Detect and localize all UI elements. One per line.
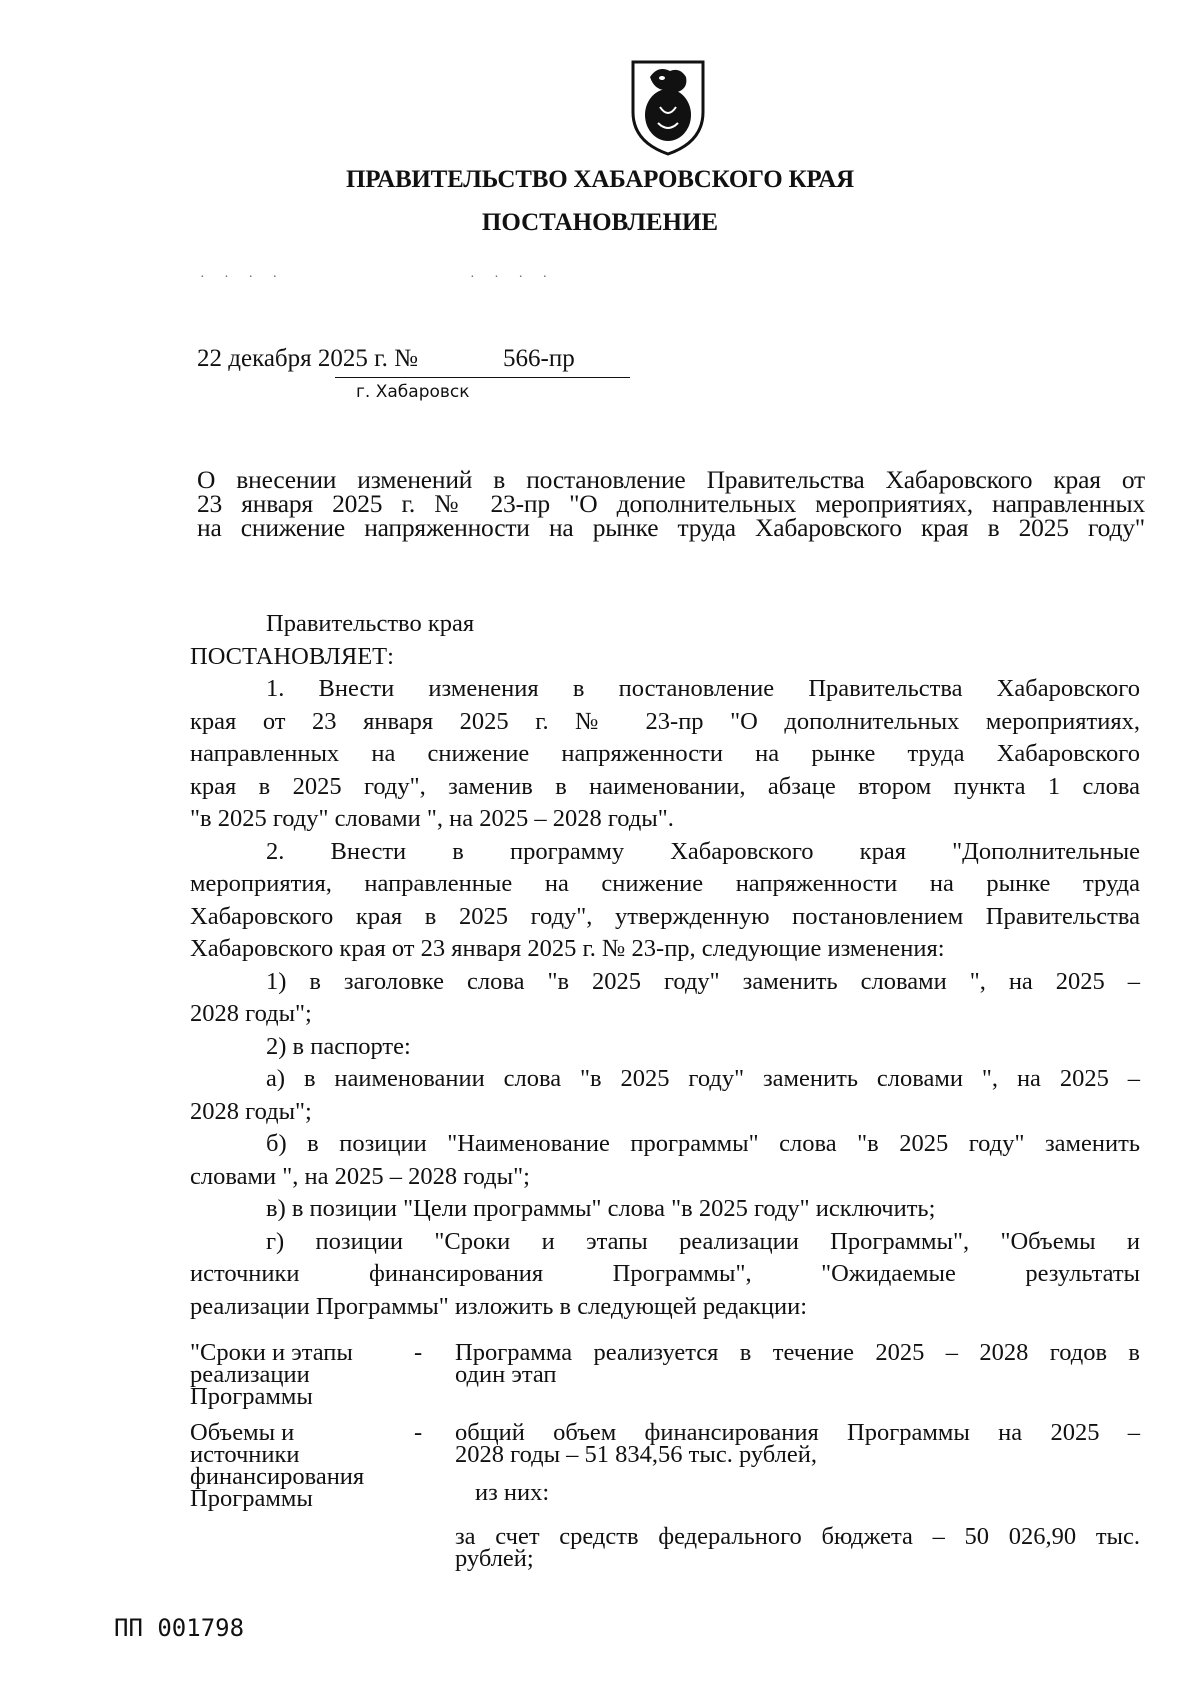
title-line: на снижение напряженности на рынке труда Хабаровского края в 2025 году"	[197, 513, 1145, 542]
label-line: "Сроки и этапы	[190, 1339, 353, 1366]
paragraph-line: г) позиции "Сроки и этапы реализации Программы", "Объемы и	[266, 1227, 1140, 1255]
paragraph-line: края от 23 января 2025 г. № 23-пр "О дополнительных мероприятиях,	[190, 707, 1140, 735]
value-line: Программа реализуется в течение 2025 – 2028 годов в	[455, 1339, 1140, 1366]
paragraph-line: Хабаровского края от 23 января 2025 г. № 23-пр, следующие изменения:	[190, 935, 945, 962]
paragraph-line: "в 2025 году" словами ", на 2025 – 2028 годы".	[190, 805, 674, 832]
row-label	[190, 1339, 400, 1410]
number-underline	[335, 377, 630, 378]
paragraph-line: реализации Программы" изложить в следующей редакции:	[190, 1292, 808, 1320]
paragraph-line: края в 2025 году", заменив в наименовании, абзаце втором пункта 1 слова	[190, 772, 1140, 800]
label-line: Программы	[190, 1485, 313, 1512]
document-body	[190, 608, 1140, 1323]
item-g	[190, 1226, 1140, 1324]
item-1	[190, 966, 1140, 1031]
scan-specks: · · · ·	[470, 270, 556, 285]
label-line: источники	[190, 1441, 300, 1468]
paragraph-line: а) в наименовании слова "в 2025 году" заменить словами ", на 2025 –	[266, 1065, 1140, 1092]
item-b	[190, 1128, 1140, 1193]
title-line: О внесении изменений в постановление Правительства Хабаровского края от	[197, 465, 1145, 494]
value-line: общий объем финансирования Программы на 2025 –	[455, 1419, 1140, 1446]
document-number: 566-пр	[503, 345, 575, 372]
document-city: г. Хабаровск	[356, 382, 470, 402]
item-2: 2) в паспорте:	[266, 1032, 411, 1060]
row-dash: -	[414, 1339, 423, 1366]
khabarovsk-krai-coat-of-arms-icon	[628, 57, 708, 157]
document-date: 22 декабря 2025 г. №	[197, 345, 418, 372]
government-name: ПРАВИТЕЛЬСТВО ХАБАРОВСКОГО КРАЯ	[345, 166, 855, 193]
paragraph-line: 1) в заголовке слова "в 2025 году" заменить словами ", на 2025 –	[266, 967, 1140, 995]
paragraph-2	[190, 836, 1140, 966]
value-line: за счет средств федерального бюджета – 50 026,90 тыс.	[455, 1523, 1140, 1550]
document-title	[197, 465, 1145, 542]
paragraph-line: направленных на снижение напряженности на рынке труда Хабаровского	[190, 740, 1140, 767]
row-dash: -	[414, 1419, 423, 1446]
row-label	[190, 1419, 400, 1512]
row-value	[455, 1419, 1140, 1572]
decree-word: ПОСТАНОВЛЯЕТ:	[190, 642, 394, 670]
paragraph-line: Хабаровского края в 2025 году", утвержденную постановлением Правительства	[190, 902, 1140, 930]
value-line: рублей;	[455, 1545, 534, 1572]
paragraph-1	[190, 673, 1140, 836]
label-line: финансирования	[190, 1463, 365, 1490]
paragraph-line: 2028 годы";	[190, 1000, 312, 1027]
value-line: 2028 годы – 51 834,56 тыс. рублей,	[455, 1441, 817, 1468]
value-line: один этап	[455, 1361, 557, 1388]
paragraph-line: б) в позиции "Наименование программы" слова "в 2025 году" заменить	[266, 1130, 1140, 1157]
value-sub: из них:	[475, 1479, 550, 1506]
label-line: реализации	[190, 1361, 310, 1388]
paragraph-line: 1. Внести изменения в постановление Правительства Хабаровского	[266, 675, 1140, 702]
item-v: в) в позиции "Цели программы" слова "в 2025 году" исключить;	[266, 1195, 936, 1222]
label-line: Объемы и	[190, 1419, 295, 1446]
document-serial-code: ПП 001798	[114, 1614, 245, 1642]
paragraph-line: 2028 годы";	[190, 1097, 312, 1125]
paragraph-line: источники финансирования Программы", "Ожидаемые результаты	[190, 1260, 1140, 1287]
item-a	[190, 1063, 1140, 1128]
paragraph-line: словами ", на 2025 – 2028 годы";	[190, 1162, 530, 1190]
government-line: Правительство края	[266, 610, 475, 637]
document-type: ПОСТАНОВЛЕНИЕ	[481, 209, 719, 236]
row-value	[455, 1339, 1140, 1388]
scan-specks: · · · ·	[200, 270, 286, 285]
title-line: 23 января 2025 г. № 23-пр "О дополнительных мероприятиях, направленных	[197, 489, 1145, 518]
label-line: Программы	[190, 1383, 313, 1410]
paragraph-line: мероприятия, направленные на снижение напряженности на рынке труда	[190, 870, 1140, 897]
paragraph-line: 2. Внести в программу Хабаровского края "Дополнительные	[266, 837, 1140, 865]
